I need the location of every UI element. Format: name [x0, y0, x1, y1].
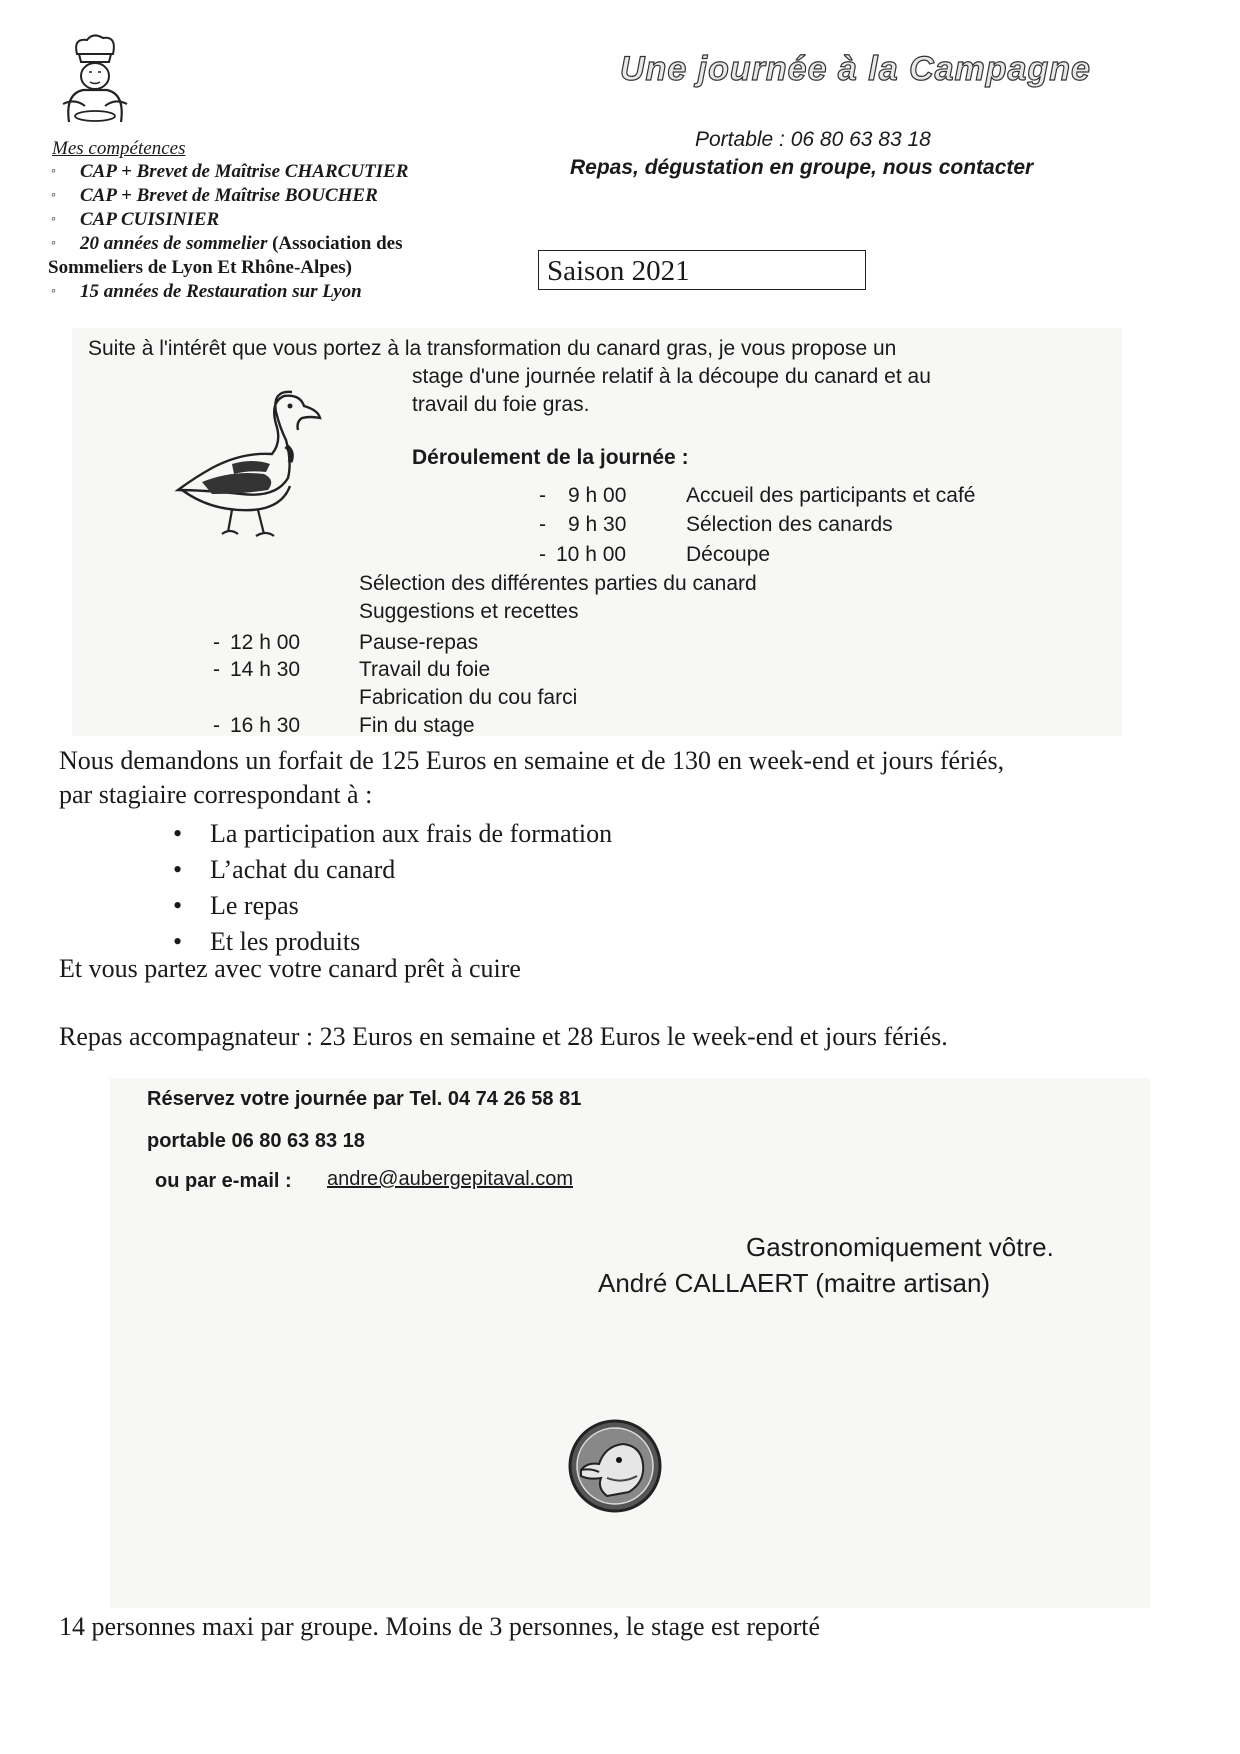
reservation-scan-area: [110, 1078, 1150, 1608]
programme-activity: Fin du stage: [359, 714, 475, 737]
portable-number: Portable : 06 80 63 83 18: [695, 128, 931, 151]
programme-time: 9 h 00: [568, 484, 627, 507]
programme-dash: -: [539, 484, 546, 507]
programme-activity: Travail du foie: [359, 658, 491, 681]
accompagnateur-line: Repas accompagnateur : 23 Euros en semaine et 28 Euros le week-end et jours fériés.: [59, 1022, 948, 1051]
tarif-conclusion: Et vous partez avec votre canard prêt à cuire: [59, 954, 521, 983]
programme-dash: -: [213, 631, 220, 654]
list-item: • Et les produits: [170, 924, 612, 960]
list-item: ◦ CAP CUISINIER: [51, 209, 220, 230]
programme-dash: -: [539, 543, 546, 566]
competence-text: CAP CUISINIER: [80, 209, 220, 230]
programme-subitem: Suggestions et recettes: [359, 600, 579, 623]
reservation-email-label: ou par e-mail :: [155, 1170, 292, 1192]
list-item: • Le repas: [170, 888, 612, 924]
reservation-email-link[interactable]: andre@aubergepitaval.com: [327, 1168, 574, 1190]
chef-icon: [55, 32, 135, 124]
programme-subitem: Sélection des différentes parties du canard: [359, 572, 757, 595]
competence-text: CAP + Brevet de Maîtrise CHARCUTIER: [80, 161, 409, 182]
tarif-line: par stagiaire correspondant à :: [59, 780, 373, 809]
programme-dash: -: [213, 658, 220, 681]
programme-time: 14 h 30: [230, 658, 301, 681]
programme-time: 16 h 30: [230, 714, 301, 737]
tarif-list: [170, 816, 612, 960]
repas-contact-line: Repas, dégustation en groupe, nous contacter: [570, 156, 1034, 179]
programme-activity: Découpe: [686, 543, 771, 566]
reservation-tel: Réservez votre journée par Tel. 04 74 26 58 81: [147, 1088, 582, 1110]
page-title: Une journée à la Campagne: [620, 50, 1091, 88]
programme-dash: -: [213, 714, 220, 737]
programme-time: 10 h 00: [556, 543, 627, 566]
competence-note: (Association des: [272, 233, 403, 254]
programme-dash: -: [539, 513, 546, 536]
duck-head-logo-icon: [567, 1418, 663, 1514]
competence-note-cont: Sommeliers de Lyon Et Rhône-Alpes): [48, 257, 352, 278]
competence-text: CAP + Brevet de Maîtrise BOUCHER: [80, 185, 378, 206]
reservation-portable: portable 06 80 63 83 18: [147, 1130, 365, 1152]
intro-line: stage d'une journée relatif à la découpe du canard et au: [412, 365, 931, 388]
list-item: ◦ 20 années de sommelier (Association des Sommeliers de Lyon Et Rhône-Alpes): [48, 232, 448, 280]
signature-greeting: Gastronomiquement vôtre.: [746, 1232, 1054, 1262]
competence-text: 20 années de sommelier: [80, 233, 268, 254]
programme-activity: Accueil des participants et café: [686, 484, 976, 507]
competence-text: 15 années de Restauration sur Lyon: [80, 281, 362, 302]
programme-time: 9 h 30: [568, 513, 627, 536]
duck-icon: [172, 382, 342, 547]
competences-title: Mes compétences: [52, 138, 186, 159]
list-item: ◦ 15 années de Restauration sur Lyon: [51, 281, 362, 302]
programme-title: Déroulement de la journée :: [412, 446, 689, 469]
intro-line: travail du foie gras.: [412, 393, 590, 416]
competences-list: [48, 160, 448, 304]
saison-box: Saison 2021: [538, 250, 866, 290]
list-item: ◦ CAP + Brevet de Maîtrise CHARCUTIER: [51, 161, 409, 182]
programme-activity: Pause-repas: [359, 631, 479, 654]
list-item: ◦ CAP + Brevet de Maîtrise BOUCHER: [51, 185, 378, 206]
programme-activity: Sélection des canards: [686, 513, 893, 536]
programme-subitem: Fabrication du cou farci: [359, 686, 578, 709]
signature-name: André CALLAERT (maitre artisan): [598, 1268, 991, 1298]
programme-time: 12 h 00: [230, 631, 301, 654]
tarif-line: Nous demandons un forfait de 125 Euros en semaine et de 130 en week-end et jours fériés,: [59, 746, 1005, 775]
intro-line: Suite à l'intérêt que vous portez à la transformation du canard gras, je vous propose un: [88, 337, 897, 360]
footer-note: 14 personnes maxi par groupe. Moins de 3 personnes, le stage est reporté: [59, 1612, 821, 1641]
list-item: • La participation aux frais de formation: [170, 816, 612, 852]
list-item: • L’achat du canard: [170, 852, 612, 888]
